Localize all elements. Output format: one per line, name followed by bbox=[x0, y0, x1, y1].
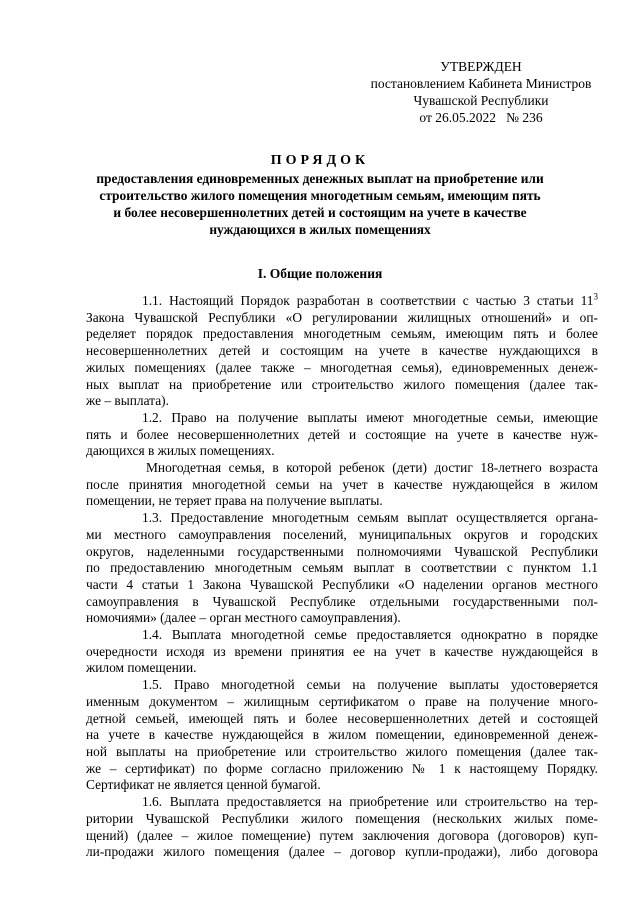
approval-stamp bbox=[356, 58, 606, 126]
text-line: ритории Чувашской Республики жилого помещения (нескольких жилых поме- bbox=[86, 810, 598, 826]
text-line: 1.2. Право на получение выплаты имеют многодетные семьи, имеющие bbox=[142, 409, 598, 425]
text-line: очередности исходя из времени принятия ее на учет в качестве нуждающейся в bbox=[86, 643, 598, 659]
text-line: 1.3. Предоставление многодетным семьям выплат осуществляется органа- bbox=[142, 510, 598, 526]
section-heading: I. Общие положения bbox=[257, 266, 383, 281]
approval-line: постановлением Кабинета Министров bbox=[370, 76, 592, 91]
text-line: самоуправления в Чувашской Республике отдельными государственными пол- bbox=[86, 593, 598, 609]
text-line: ли-продажи жилого помещения (далее – договор купли-продажи), либо договора bbox=[86, 844, 598, 860]
text-line: на учете в качестве нуждающейся в жилом помещении, единовременной денеж- bbox=[86, 727, 598, 743]
text-line: жилом помещении. bbox=[86, 660, 197, 676]
approval-line: от 26.05.2022 № 236 bbox=[419, 110, 543, 125]
text-line: по предоставлению многодетным семьям выплат в соответствии с пунктом 1.1 bbox=[86, 560, 598, 576]
text-line: детной семьей, имеющей пять и более несовершеннолетних детей и состоящей bbox=[86, 710, 598, 726]
subtitle-line: строительство жилого помещения многодетным семьям, имеющим пять bbox=[99, 188, 541, 203]
text-span: 1.1. Настоящий Порядок разработан в соответствии с частью 3 статьи 11 bbox=[142, 293, 594, 308]
text-line: 1.6. Выплата предоставляется на приобретение или строительство на тер- bbox=[142, 794, 598, 810]
superscript: 3 bbox=[593, 293, 598, 302]
text-line: номочиями» (далее – орган местного самоуправления). bbox=[86, 610, 401, 626]
text-line: же – сертификат) по форме согласно приложению № 1 к настоящему Порядку. bbox=[86, 760, 598, 776]
document-title: ПОРЯДОК bbox=[270, 153, 370, 168]
approval-line: Чувашской Республики bbox=[413, 93, 549, 108]
text-line: щений) (далее – жилое помещение) путем заключения договора (договоров) куп- bbox=[86, 827, 598, 843]
text-line bbox=[86, 293, 598, 310]
document-body bbox=[86, 293, 598, 861]
text-line: Многодетная семья, в которой ребенок (дети) достиг 18-летнего возраста bbox=[146, 460, 598, 476]
subtitle-line: и более несовершеннолетних детей и состоящим на учете в качестве bbox=[113, 205, 527, 220]
text-line: ределяет порядок предоставления многодетным семьям, имеющим пять и более bbox=[86, 326, 598, 342]
text-line: несовершеннолетних детей и состоящим на учете в качестве нуждающихся в bbox=[86, 343, 598, 359]
text-line: жилых помещениях (далее также – многодетная семья), единовременных денеж- bbox=[86, 359, 598, 375]
text-line: ных выплат на приобретение или строительство жилого помещения (далее так- bbox=[86, 376, 598, 392]
subtitle-line: нуждающихся в жилых помещениях bbox=[209, 222, 431, 237]
text-line: пять и более несовершеннолетних детей и состоящие на учете в качестве нуж- bbox=[86, 426, 598, 442]
text-line: 1.5. Право многодетной семьи на получение выплаты удостоверяется bbox=[142, 677, 598, 693]
text-line: дающихся в жилых помещениях. bbox=[86, 443, 275, 459]
approval-line: УТВЕРЖДЕН bbox=[440, 59, 522, 74]
document-subtitle bbox=[90, 170, 550, 238]
text-line: именным документом – жилищным сертификатом о праве на получение много- bbox=[86, 693, 598, 709]
text-line: Закона Чувашской Республики «О регулировании жилищных отношений» и оп- bbox=[86, 309, 598, 325]
text-line: Сертификат не является ценной бумагой. bbox=[86, 777, 321, 793]
text-line: ной выплаты на приобретение или строительство жилого помещения (далее так- bbox=[86, 743, 598, 759]
text-line: части 4 статьи 1 Закона Чувашской Республики «О наделении органов местного bbox=[86, 576, 598, 592]
text-line: 1.4. Выплата многодетной семье предоставляется однократно в порядке bbox=[142, 627, 598, 643]
text-line: помещении, не теряет права на получение выплаты. bbox=[86, 493, 383, 509]
text-line: же – выплата). bbox=[86, 393, 169, 409]
subtitle-line: предоставления единовременных денежных выплат на приобретение или bbox=[96, 171, 544, 186]
text-line: ми местного самоуправления поселений, муниципальных округов и городских bbox=[86, 526, 598, 542]
text-line: округов, наделенными государственными полномочиями Чувашской Республики bbox=[86, 543, 598, 559]
text-line: после принятия многодетной семьи на учет в качестве нуждающейся в жилом bbox=[86, 476, 598, 492]
